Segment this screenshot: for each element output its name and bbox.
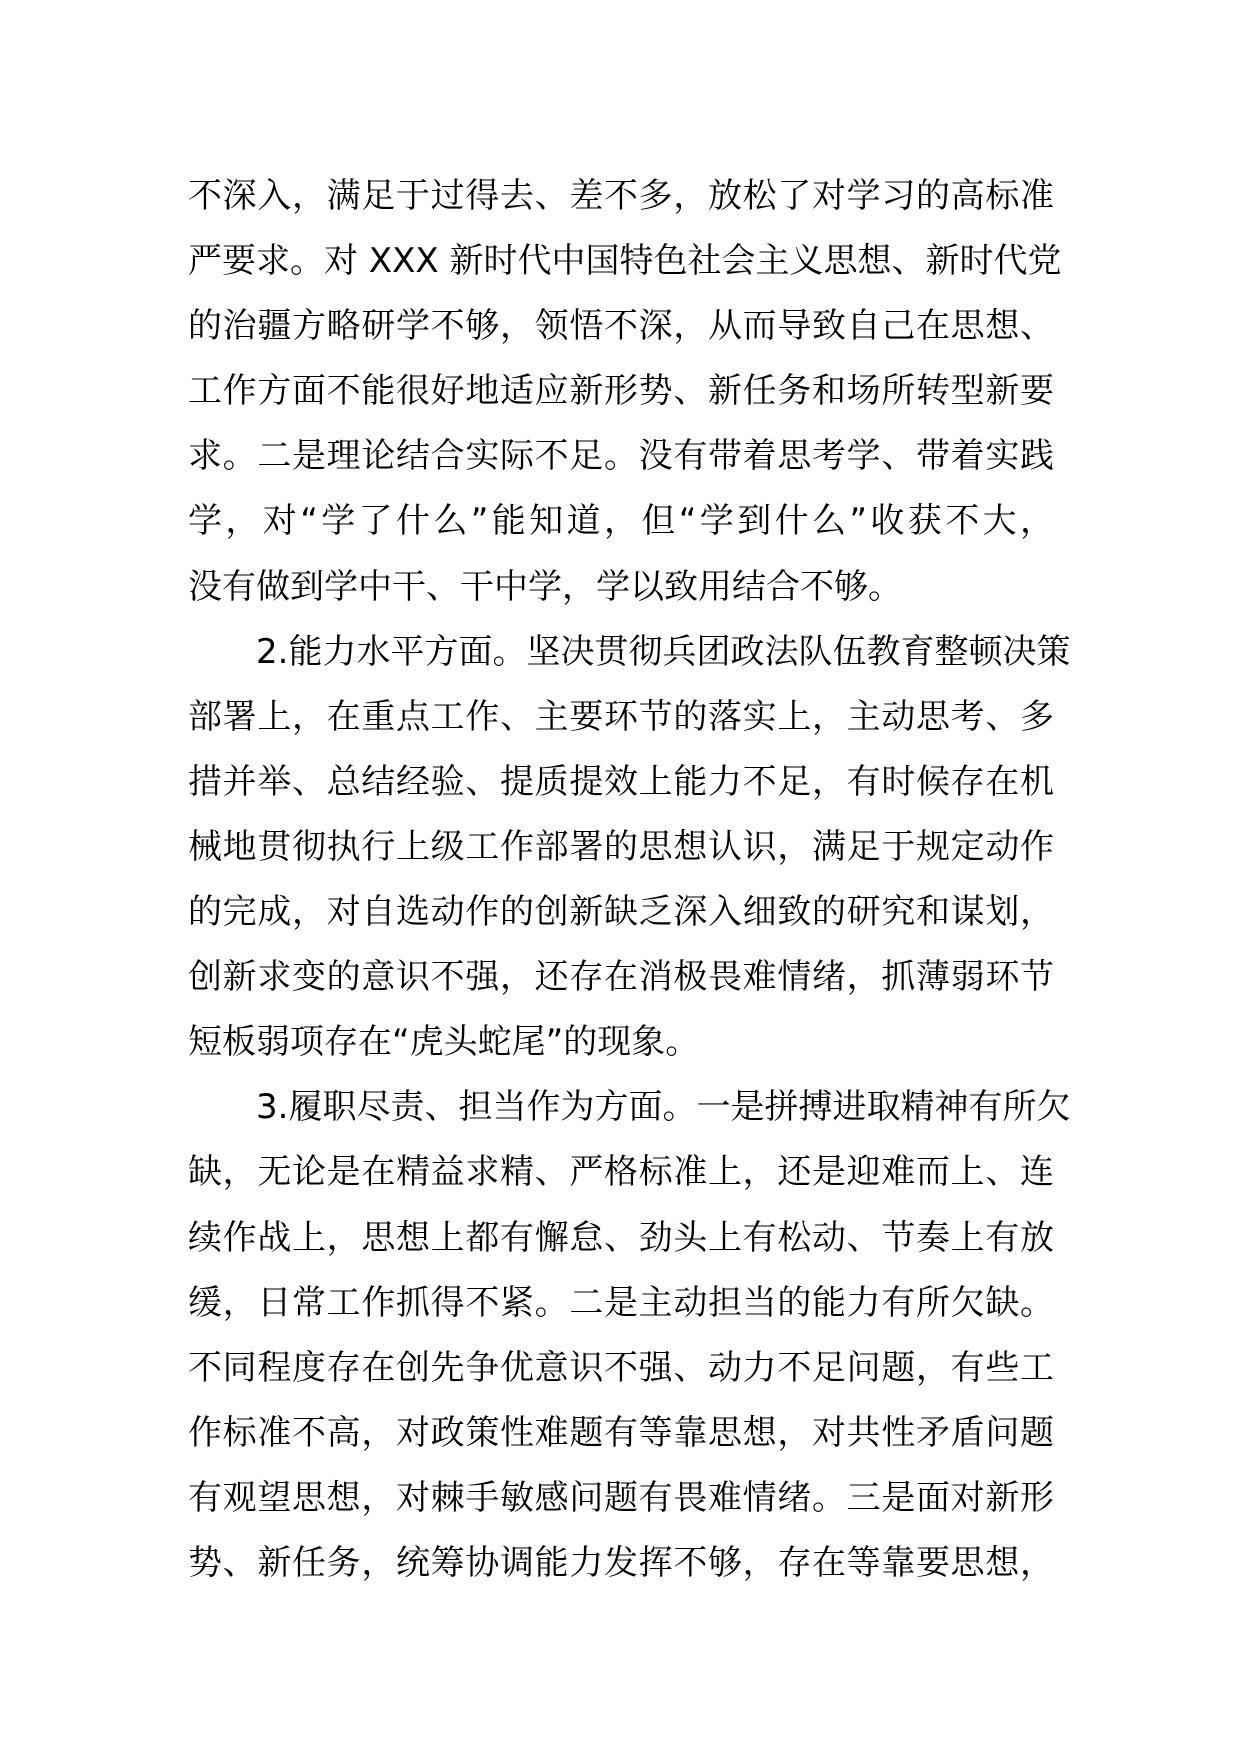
text-line: 学，对“学了什么”能知道，但“学到什么”收获不大， — [188, 501, 1054, 542]
text-line: 续作战上，思想上都有懈怠、劲头上有松动、节奏上有放 — [188, 1217, 1054, 1258]
text-line: 求。二是理论结合实际不足。没有带着思考学、带着实践 — [188, 436, 1054, 477]
text-line: 创新求变的意识不强，还存在消极畏难情绪，抓薄弱环节 — [188, 957, 1054, 998]
text-line: 势、新任务，统筹协调能力发挥不够，存在等靠要思想， — [188, 1542, 1054, 1583]
section-heading-line: 2.能力水平方面。坚决贯彻兵团政法队伍教育整顿决策 — [256, 631, 1071, 672]
text-line: 有观望思想，对棘手敏感问题有畏难情绪。三是面对新形 — [188, 1477, 1054, 1518]
text-line: 缺，无论是在精益求精、严格标准上，还是迎难而上、连 — [188, 1152, 1054, 1193]
text-line: 缓，日常工作抓得不紧。二是主动担当的能力有所欠缺。 — [188, 1282, 1054, 1323]
text-line: 措并举、总结经验、提质提效上能力不足，有时候存在机 — [188, 761, 1054, 802]
text-line: 严要求。对 XXX 新时代中国特色社会主义思想、新时代党 — [188, 241, 1062, 282]
text-line: 械地贯彻执行上级工作部署的思想认识，满足于规定动作 — [188, 826, 1054, 867]
text-line: 不同程度存在创先争优意识不强、动力不足问题，有些工 — [188, 1347, 1054, 1388]
text-line: 部署上，在重点工作、主要环节的落实上，主动思考、多 — [188, 696, 1054, 737]
text-line: 没有做到学中干、干中学，学以致用结合不够。 — [188, 566, 902, 607]
body-text — [188, 164, 1071, 1596]
text-line: 短板弱项存在“虎头蛇尾”的现象。 — [188, 1022, 700, 1063]
text-line: 的完成，对自选动作的创新缺乏深入细致的研究和谋划， — [188, 892, 1054, 933]
text-line: 工作方面不能很好地适应新形势、新任务和场所转型新要 — [188, 371, 1054, 412]
text-line: 作标准不高，对政策性难题有等靠思想，对共性矛盾问题 — [188, 1412, 1054, 1453]
text-line: 不深入，满足于过得去、差不多，放松了对学习的高标准 — [188, 176, 1054, 216]
section-heading-line: 3.履职尽责、担当作为方面。一是拼搏进取精神有所欠 — [256, 1087, 1071, 1128]
text-line: 的治疆方略研学不够，领悟不深，从而导致自己在思想、 — [188, 306, 1054, 347]
